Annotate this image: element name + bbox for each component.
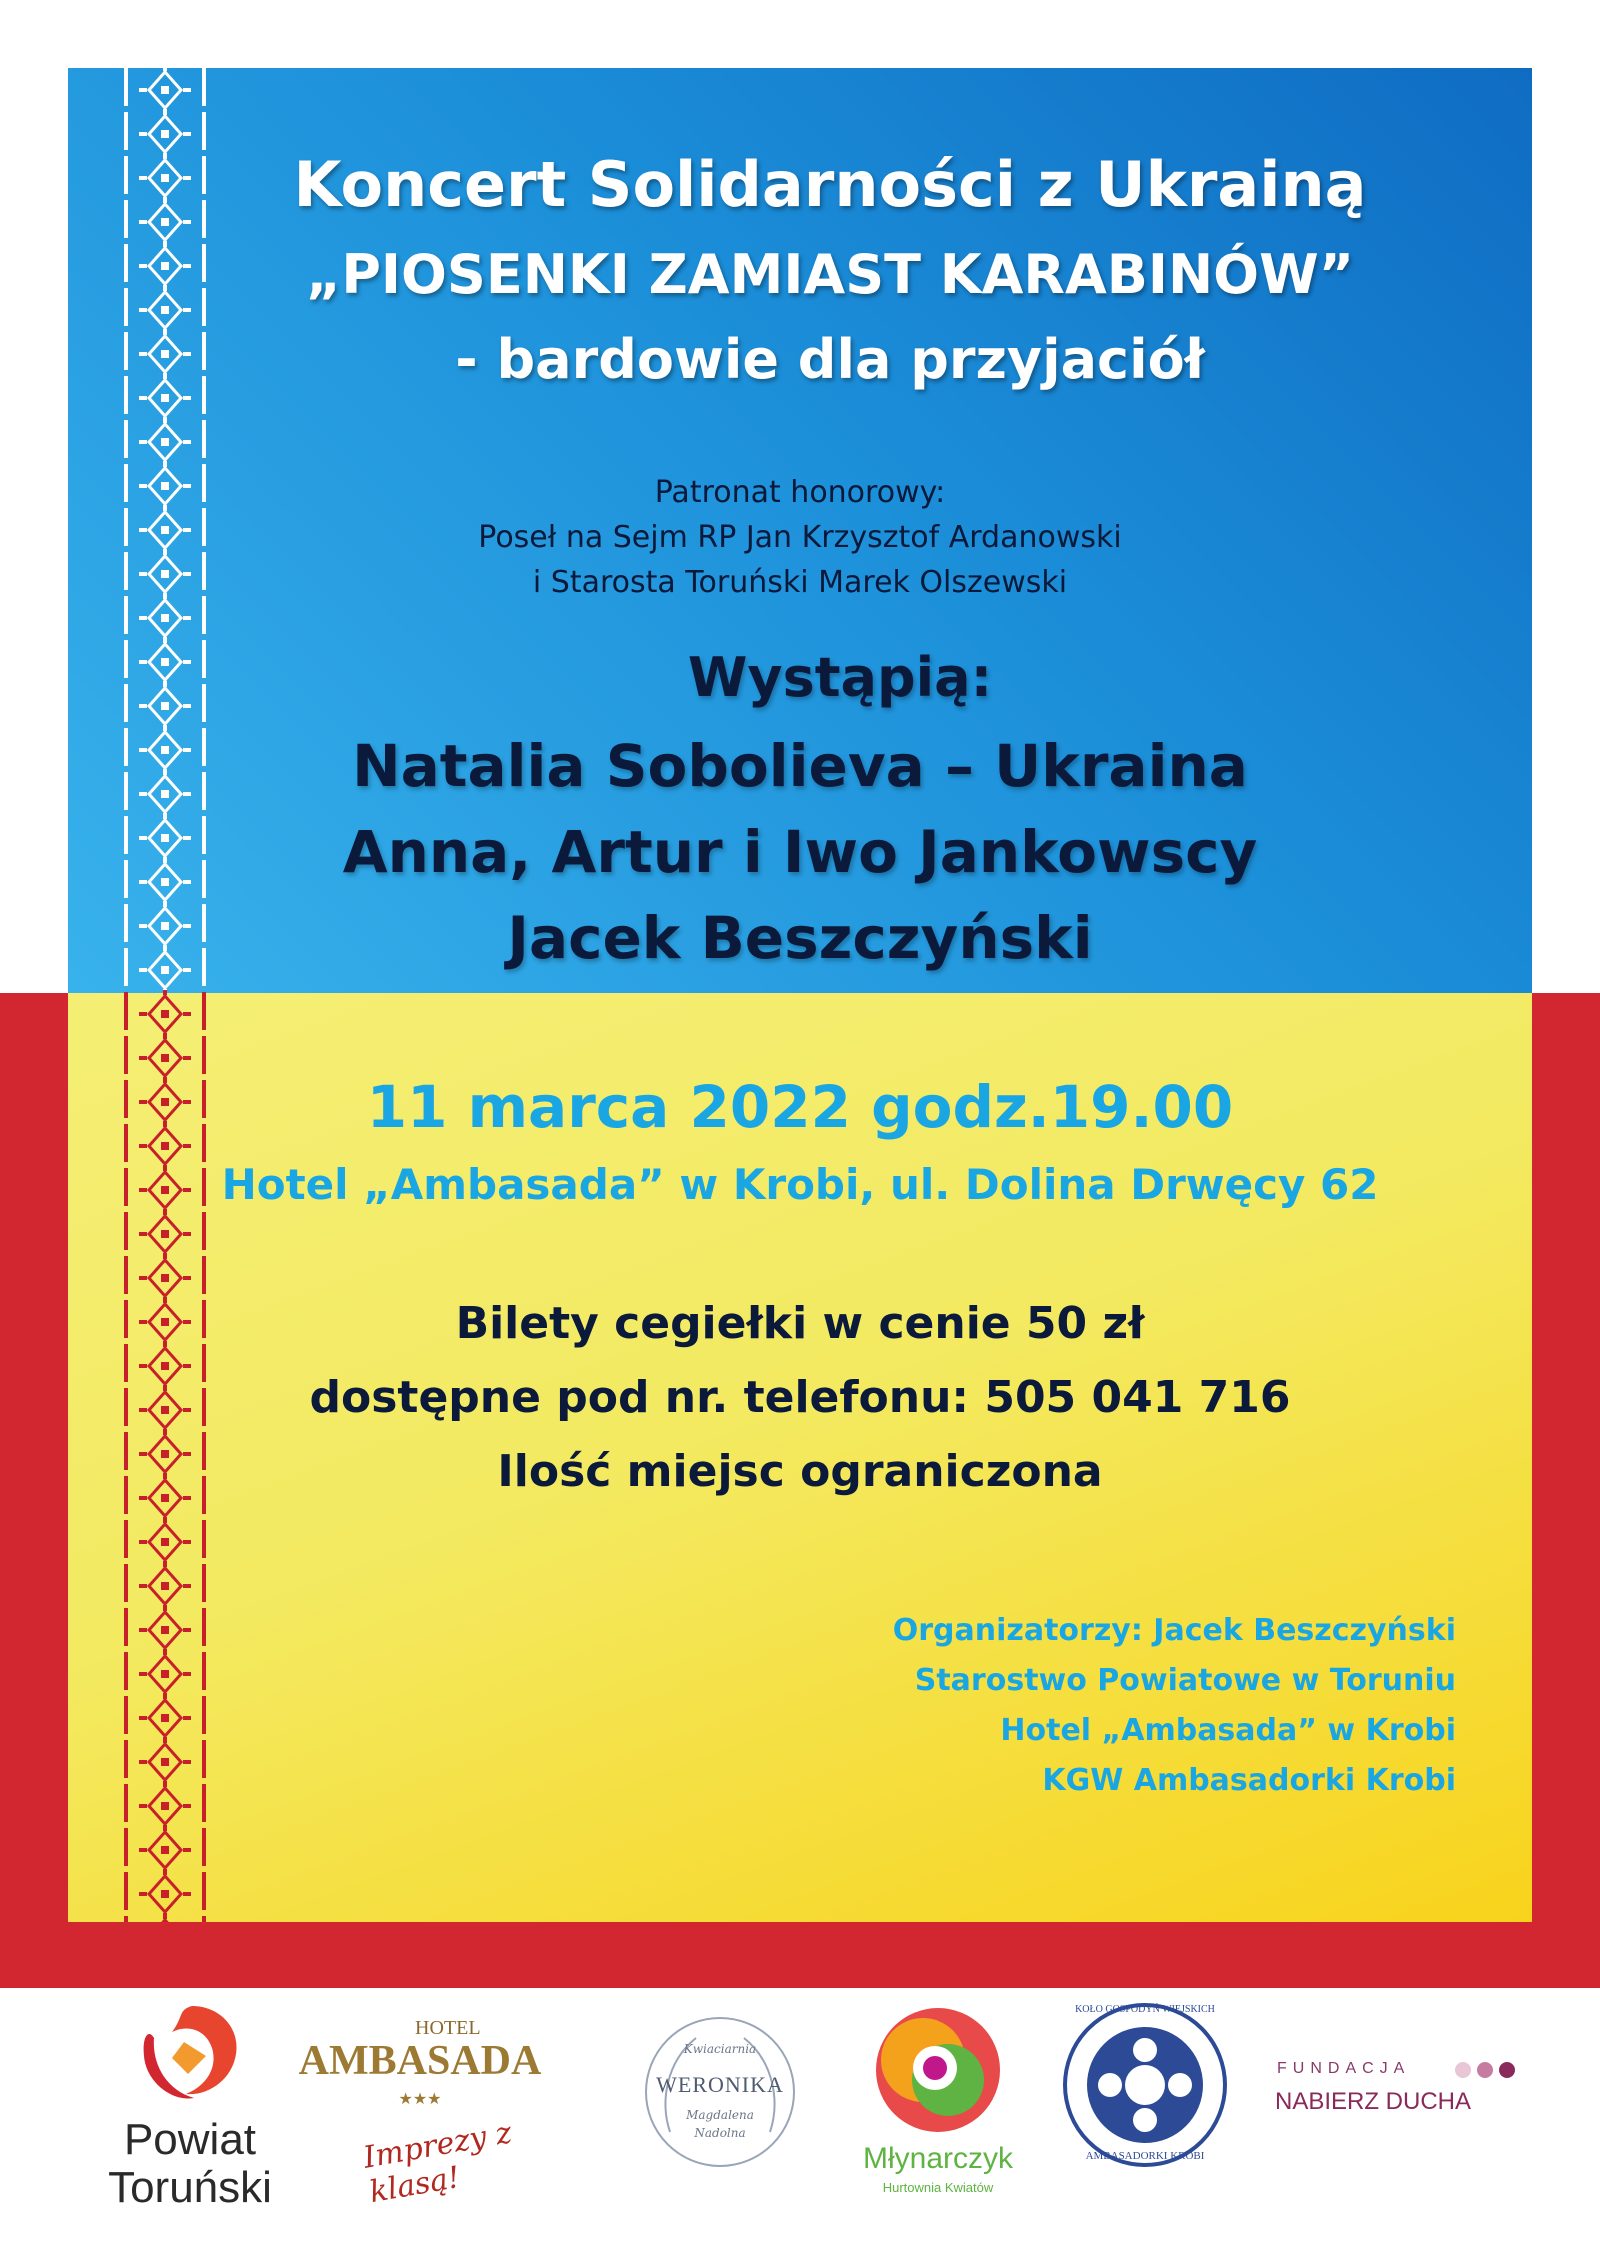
- weronika-sub-2: Nadolna: [694, 2126, 746, 2140]
- patronage-line-2: i Starosta Toruński Marek Olszewski: [532, 565, 1068, 600]
- concert-subtitle: „PIOSENKI ZAMIAST KARABINÓW”: [305, 243, 1355, 306]
- performer-1: Natalia Sobolieva – Ukraina: [352, 732, 1248, 800]
- concert-poster: [68, 68, 1532, 1922]
- weronika-top-text: Kwiaciarnia: [683, 2042, 757, 2056]
- performer-3: Jacek Beszczyński: [507, 904, 1093, 972]
- weronika-sub-1: Magdalena: [686, 2108, 754, 2122]
- weronika-florist-logo: [640, 2012, 800, 2172]
- fundacja-dots-icon: [1453, 2060, 1523, 2080]
- event-datetime: 11 marca 2022 godz.19.00: [366, 1073, 1234, 1141]
- mlynarczyk-sub: Hurtownia Kwiatów: [882, 2180, 994, 2195]
- hotel-ambasada-logo: [295, 2015, 615, 2215]
- concert-title: Koncert Solidarności z Ukrainą: [293, 148, 1367, 221]
- fundacja-nabierz-ducha-logo: [1275, 2060, 1535, 2140]
- hotel-slogan: Imprezy z klasą!: [360, 2115, 515, 2211]
- weronika-name: WERONIKA: [656, 2072, 784, 2097]
- kgw-folk-emblem-icon: [1060, 2000, 1230, 2170]
- organizer-line-3: Hotel „Ambasada” w Krobi: [1000, 1713, 1456, 1748]
- patronage-heading: Patronat honorowy:: [654, 475, 946, 510]
- hotel-name: AMBASADA: [298, 2038, 542, 2084]
- concert-tagline: - bardowie dla przyjaciół: [455, 328, 1205, 391]
- mlynarczyk-flower-icon: [863, 2000, 1013, 2140]
- powiat-line-2: Toruński: [108, 2163, 272, 2212]
- mlynarczyk-logo: [838, 2000, 1038, 2220]
- hotel-stars: ★★★: [398, 2089, 442, 2108]
- performers-heading: Wystąpią:: [687, 646, 993, 709]
- performer-2: Anna, Artur i Iwo Jankowscy: [342, 818, 1258, 886]
- kgw-ambasadorki-logo: [1060, 2000, 1230, 2170]
- seats-limited: Ilość miejsc ograniczona: [497, 1446, 1103, 1497]
- ticket-price: Bilety cegiełki w cenie 50 zł: [455, 1298, 1145, 1349]
- kgw-top-text: KOŁO GOSPODYŃ WIEJSKICH: [1075, 2004, 1215, 2015]
- organizer-line-1: Organizatorzy: Jacek Beszczyński: [892, 1613, 1456, 1648]
- organizer-line-2: Starostwo Powiatowe w Toruniu: [914, 1663, 1456, 1698]
- powiat-emblem-icon: [132, 1998, 252, 2108]
- patronage-line-1: Poseł na Sejm RP Jan Krzysztof Ardanowski: [478, 520, 1122, 555]
- organizer-line-4: KGW Ambasadorki Krobi: [1042, 1763, 1456, 1798]
- sponsor-logos-strip: [0, 1990, 1600, 2263]
- fundacja-name: NABIERZ DUCHA: [1275, 2088, 1472, 2115]
- fundacja-label: FUNDACJA: [1277, 2060, 1411, 2077]
- powiat-torunski-logo: [80, 1998, 300, 2248]
- mlynarczyk-name: Młynarczyk: [862, 2142, 1013, 2175]
- kgw-bottom-text: AMBASADORKI KROBI: [1085, 2150, 1205, 2162]
- event-venue: Hotel „Ambasada” w Krobi, ul. Dolina Drwęcy 62: [221, 1160, 1379, 1209]
- hotel-small-label: HOTEL: [415, 2017, 481, 2039]
- powiat-line-1: Powiat: [123, 2115, 257, 2164]
- ticket-phone: dostępne pod nr. telefonu: 505 041 716: [309, 1372, 1291, 1423]
